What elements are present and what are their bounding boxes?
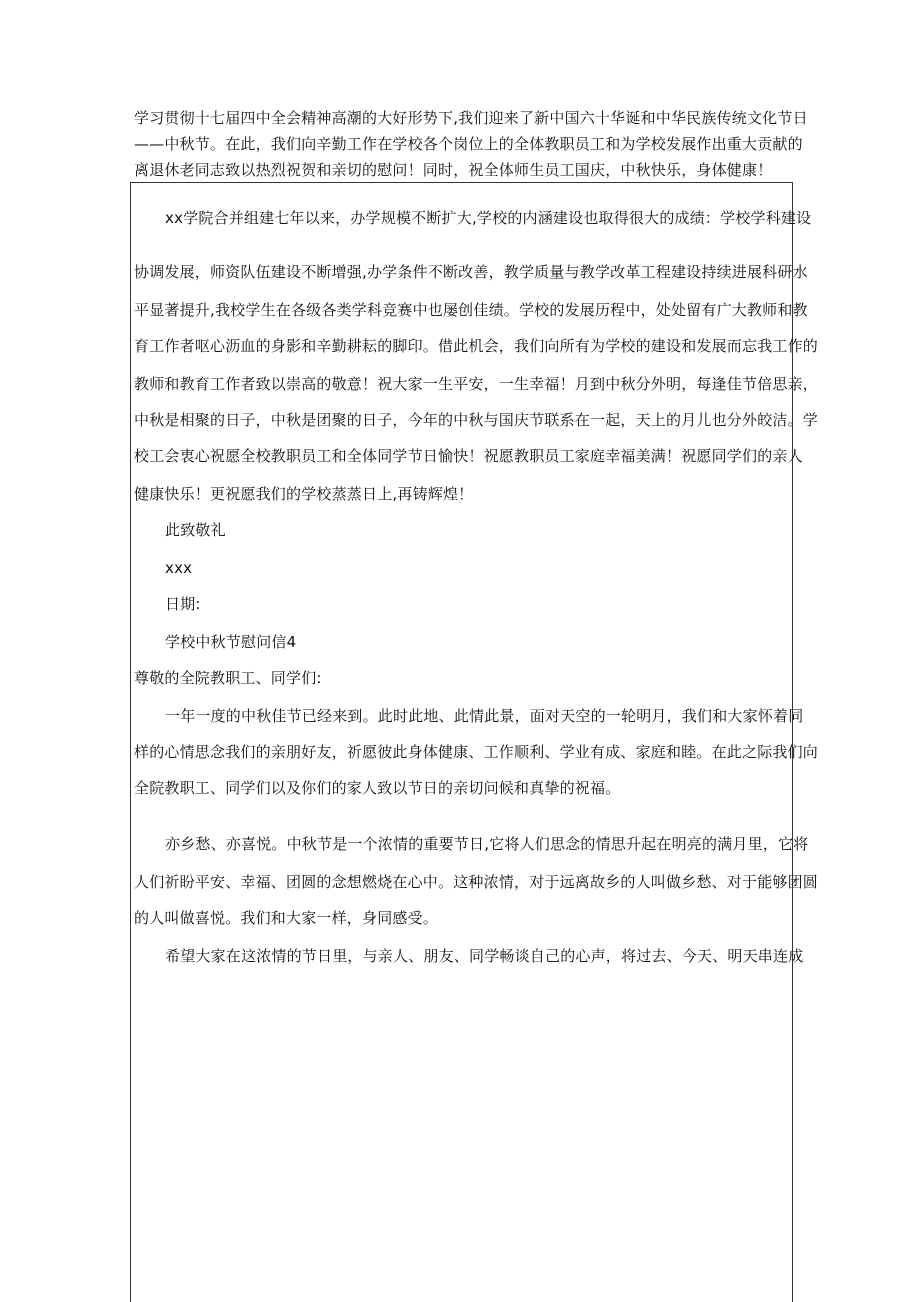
closing: 此致敬礼 [165, 521, 226, 539]
letter3-body-line: xx学院合并组建七年以来，办学规模不断扩大,学校的内涵建设也取得很大的成绩：学校学科建设 [165, 209, 812, 227]
letter4-para2-line: 亦乡愁、亦喜悦。中秋节是一个浓情的重要节日,它将人们思念的情思升起在明亮的满月里，它将 [165, 835, 809, 853]
letter3-body-line: 平显著提升,我校学生在各级各类学科竞赛中也屡创佳绩。学校的发展历程中，处处留有广大教师和教 [134, 301, 808, 319]
letter3-body-line: 健康快乐！更祝愿我们的学校蒸蒸日上,再铸辉煌！ [134, 485, 474, 503]
letter3-body-line: 育工作者呕心沥血的身影和辛勤耕耘的脚印。借此机会，我们向所有为学校的建设和发展而忘我工作的 [134, 337, 819, 355]
letter4-salutation: 尊敬的全院教职工、同学们: [134, 669, 322, 687]
letter4-para3-line: 希望大家在这浓情的节日里，与亲人、朋友、同学畅谈自己的心声，将过去、今天、明天串连成 [165, 947, 804, 965]
letter4-title: 学校中秋节慰问信4 [165, 633, 297, 651]
signature: xxx [165, 559, 193, 577]
date-label: 日期: [165, 595, 201, 613]
letter4-para1-line: 样的心情思念我们的亲朋好友，祈愿彼此身体健康、工作顺利、学业有成、家庭和睦。在此之际我们向 [134, 743, 819, 761]
letter3-body-line: 校工会衷心祝愿全校教职员工和全体同学节日愉快！祝愿教职员工家庭幸福美满！祝愿同学们的亲人 [134, 447, 803, 465]
letter3-body-line: 教师和教育工作者致以崇高的敬意！祝大家一生平安，一生幸福！月到中秋分外明，每逢佳节倍思亲， [134, 375, 819, 393]
letter3-body-line: 中秋是相聚的日子，中秋是团聚的日子，今年的中秋与国庆节联系在一起，天上的月儿也分外皎洁。学 [134, 411, 819, 429]
letter4-para2-line: 人们祈盼平安、幸福、团圆的念想燃烧在心中。这种浓情，对于远离故乡的人叫做乡愁、对于能够团圆 [134, 873, 819, 891]
intro-line: 学习贯彻十七届四中全会精神高潮的大好形势下,我们迎来了新中国六十华诞和中华民族传统文化节日 [134, 109, 808, 127]
intro-line: ——中秋节。在此，我们向辛勤工作在学校各个岗位上的全体教职员工和为学校发展作出重大贡献的 [134, 135, 803, 153]
intro-line: 离退休老同志致以热烈祝贺和亲切的慰问！同时，祝全体师生员工国庆，中秋快乐，身体健康！ [134, 161, 773, 179]
letter4-para2-line: 的人叫做喜悦。我们和大家一样，身同感受。 [134, 909, 439, 927]
letter4-para1-line: 一年一度的中秋佳节已经来到。此时此地、此情此景，面对天空的一轮明月，我们和大家怀着同 [165, 707, 804, 725]
letter3-body-line: 协调发展，师资队伍建设不断增强,办学条件不断改善，教学质量与教学改革工程建设持续进展科研水 [134, 263, 808, 281]
letter4-para1-line: 全院教职工、同学们以及你们的家人致以节日的亲切问候和真挚的祝福。 [134, 779, 621, 797]
